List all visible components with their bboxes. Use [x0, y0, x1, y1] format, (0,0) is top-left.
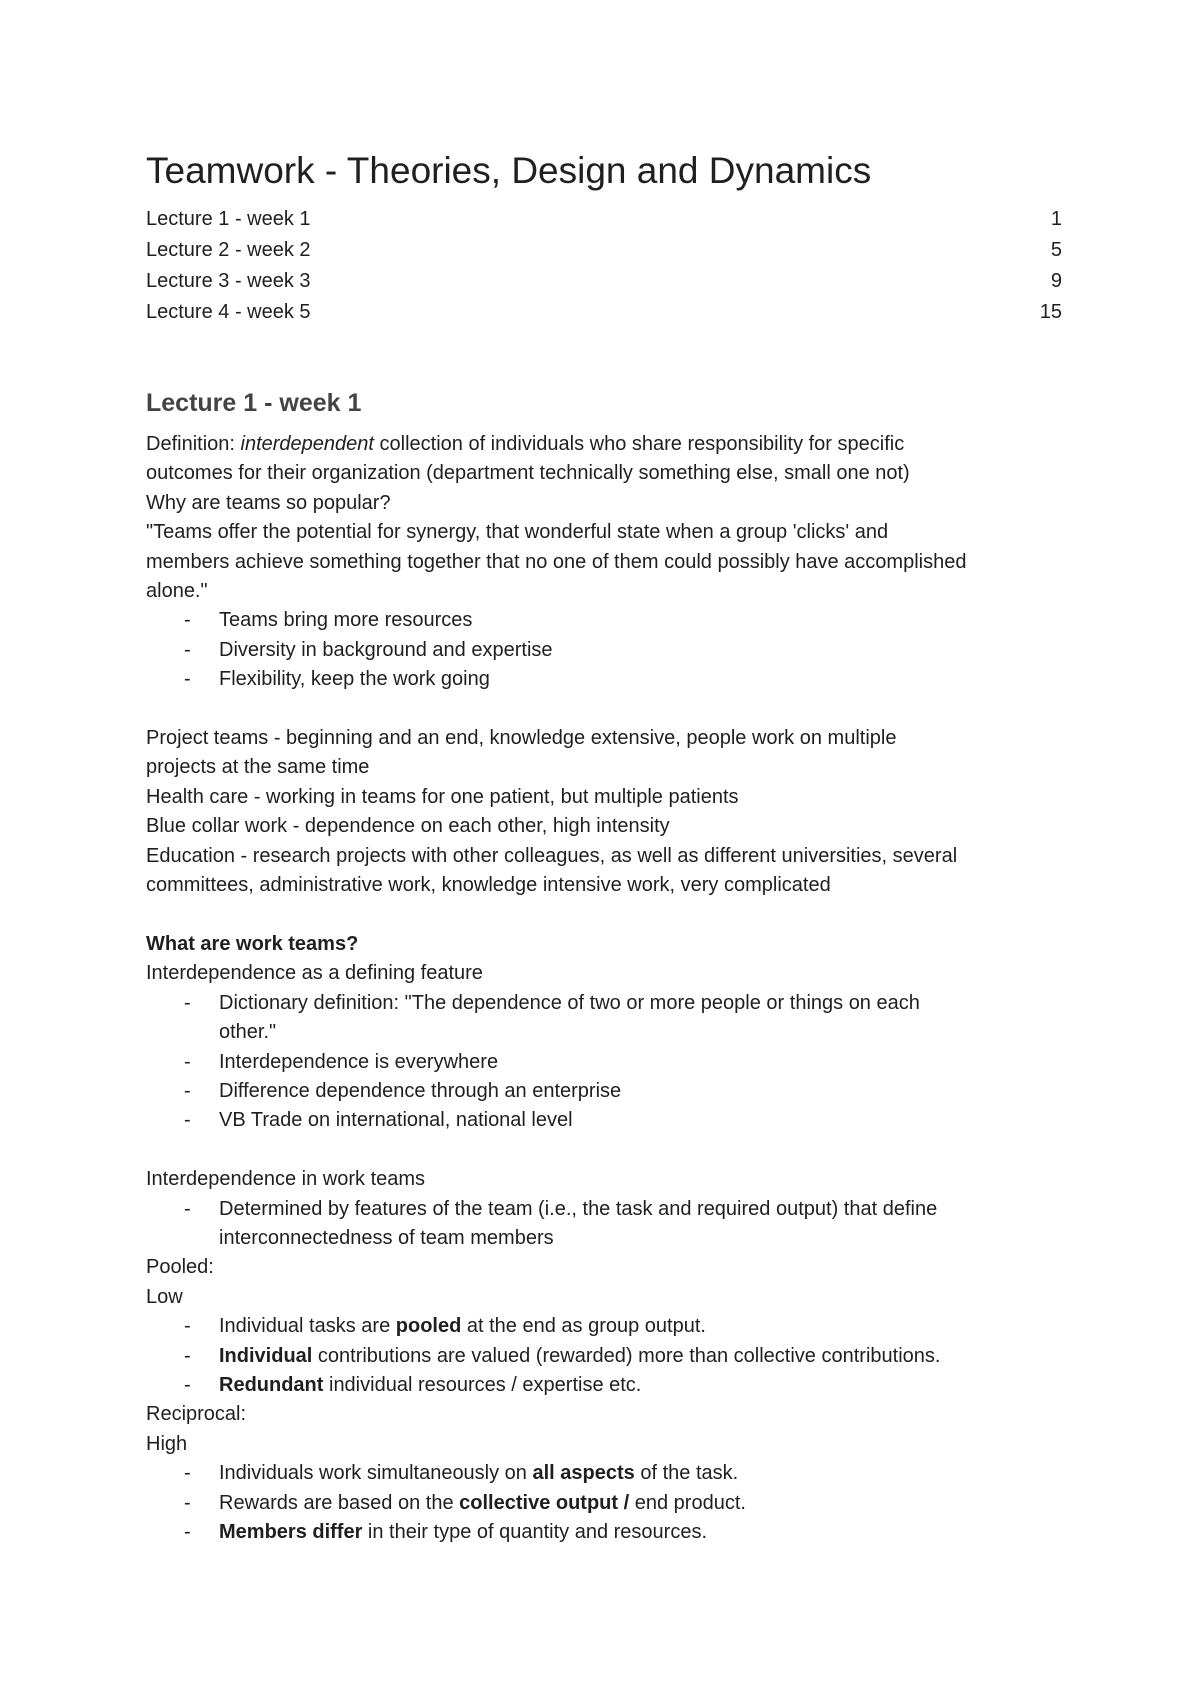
- list-item: [146, 636, 1062, 665]
- list-dash: -: [184, 1315, 191, 1338]
- list-item-text: Interdependence is everywhere: [219, 1050, 499, 1073]
- list-dash: -: [184, 668, 191, 691]
- list-item-pre: Rewards are based on the: [219, 1491, 460, 1514]
- list-item: [146, 1342, 1062, 1371]
- list-item-continuation: other.": [219, 1021, 277, 1044]
- list-item-text: Difference dependence through an enterprise: [219, 1079, 622, 1102]
- list-item: [146, 1195, 1062, 1224]
- list-item-pre: Individual tasks are: [219, 1315, 396, 1338]
- list-item-continuation: interconnectedness of team members: [219, 1226, 554, 1249]
- list-item-post: end product.: [629, 1491, 746, 1514]
- quote-line: members achieve something together that no one of them could possibly have accomplished: [146, 550, 967, 573]
- list-dash: -: [184, 991, 191, 1014]
- list-dash: -: [184, 638, 191, 661]
- toc-entry-page: 1: [1050, 208, 1062, 230]
- example-line: Blue collar work - dependence on each other, high intensity: [146, 815, 670, 838]
- table-of-contents: [146, 204, 1062, 328]
- example-line: Health care - working in teams for one patient, but multiple patients: [146, 785, 739, 808]
- quote-line: "Teams offer the potential for synergy, that wonderful state when a group 'clicks' and: [146, 521, 889, 544]
- toc-entry[interactable]: [146, 204, 1062, 235]
- list-item-text: Determined by features of the team (i.e., the task and required output) that define: [219, 1197, 938, 1220]
- list-dash: -: [184, 1491, 191, 1514]
- list-item-text: Teams bring more resources: [219, 609, 473, 632]
- list-item-text: Dictionary definition: "The dependence of two or more people or things on each: [219, 991, 920, 1014]
- list-dash: -: [184, 1109, 191, 1132]
- list-item-pre: Individuals work simultaneously on: [219, 1462, 533, 1485]
- definition-emphasis: interdependent: [240, 433, 374, 455]
- list-item-post: of the task.: [634, 1462, 739, 1485]
- list-item: [146, 1459, 1062, 1488]
- definition-prefix: Definition:: [146, 433, 241, 455]
- list-item-post: contributions are valued (rewarded) more than collective contributions.: [312, 1344, 941, 1367]
- toc-entry-page: 9: [1050, 270, 1062, 292]
- list-item-bold: pooled: [395, 1315, 462, 1338]
- quote-line: alone.": [146, 580, 208, 603]
- toc-entry-page: 5: [1050, 239, 1062, 261]
- list-item-bold: Redundant: [219, 1373, 324, 1396]
- list-item-post: individual resources / expertise etc.: [323, 1373, 642, 1396]
- toc-entry-label[interactable]: Lecture 4 - week 5: [146, 301, 311, 323]
- section-heading: Lecture 1 - week 1: [146, 389, 362, 417]
- toc-entry-label[interactable]: Lecture 3 - week 3: [146, 270, 311, 292]
- list-item: [146, 665, 1062, 694]
- list-item-bold: Individual: [219, 1344, 313, 1367]
- list-item-post: in their type of quantity and resources.: [362, 1520, 708, 1543]
- question-line: Why are teams so popular?: [146, 491, 391, 514]
- toc-entry[interactable]: [146, 266, 1062, 297]
- list-item: [146, 1518, 1062, 1547]
- list-item-text: Diversity in background and expertise: [219, 638, 553, 661]
- list-dash: -: [184, 1520, 191, 1543]
- definition-suffix: collection of individuals who share responsibility for specific: [373, 433, 905, 455]
- subheading-work-teams: What are work teams?: [146, 932, 359, 955]
- list-dash: -: [184, 1050, 191, 1073]
- list-item: [146, 989, 1062, 1018]
- toc-entry-label[interactable]: Lecture 2 - week 2: [146, 239, 311, 261]
- paragraph-gap: [146, 1136, 1062, 1165]
- list-item-post: at the end as group output.: [461, 1315, 706, 1338]
- list-item: [146, 1077, 1062, 1106]
- section-body: [146, 430, 1062, 1547]
- paragraph-line: Interdependence in work teams: [146, 1168, 426, 1191]
- example-line: Project teams - beginning and an end, knowledge extensive, people work on multiple: [146, 727, 897, 750]
- definition-line: [146, 430, 1062, 459]
- paragraph-gap: [146, 695, 1062, 724]
- list-item-text: VB Trade on international, national level: [219, 1109, 573, 1132]
- list-dash: -: [184, 1197, 191, 1220]
- list-item: [146, 1106, 1062, 1135]
- list-item: [146, 1312, 1062, 1341]
- example-line: committees, administrative work, knowledge intensive work, very complicated: [146, 874, 831, 897]
- document-title: Teamwork - Theories, Design and Dynamics: [146, 150, 872, 191]
- list-item: [146, 1371, 1062, 1400]
- pooled-label: Pooled:: [146, 1256, 214, 1279]
- high-label: High: [146, 1432, 188, 1455]
- list-dash: -: [184, 1373, 191, 1396]
- list-dash: -: [184, 1079, 191, 1102]
- toc-entry-page: 15: [1039, 301, 1062, 323]
- list-item-bold: all aspects: [532, 1462, 635, 1485]
- toc-entry[interactable]: [146, 297, 1062, 328]
- reciprocal-label: Reciprocal:: [146, 1403, 247, 1426]
- list-item-bold: collective output /: [459, 1491, 630, 1514]
- toc-entry[interactable]: [146, 235, 1062, 266]
- paragraph-gap: [146, 900, 1062, 929]
- list-item: [146, 1489, 1062, 1518]
- low-label: Low: [146, 1285, 183, 1308]
- list-dash: -: [184, 1462, 191, 1485]
- example-line: Education - research projects with other colleagues, as well as different universities, several: [146, 844, 958, 867]
- list-dash: -: [184, 609, 191, 632]
- example-line: projects at the same time: [146, 756, 370, 779]
- list-dash: -: [184, 1344, 191, 1367]
- list-item-bold: Members differ: [219, 1520, 363, 1543]
- list-item-text: Flexibility, keep the work going: [219, 668, 490, 691]
- list-item: [146, 1048, 1062, 1077]
- definition-line: outcomes for their organization (department technically something else, small one not): [146, 462, 910, 485]
- list-item: [146, 606, 1062, 635]
- toc-entry-label[interactable]: Lecture 1 - week 1: [146, 208, 311, 230]
- paragraph-line: Interdependence as a defining feature: [146, 962, 483, 985]
